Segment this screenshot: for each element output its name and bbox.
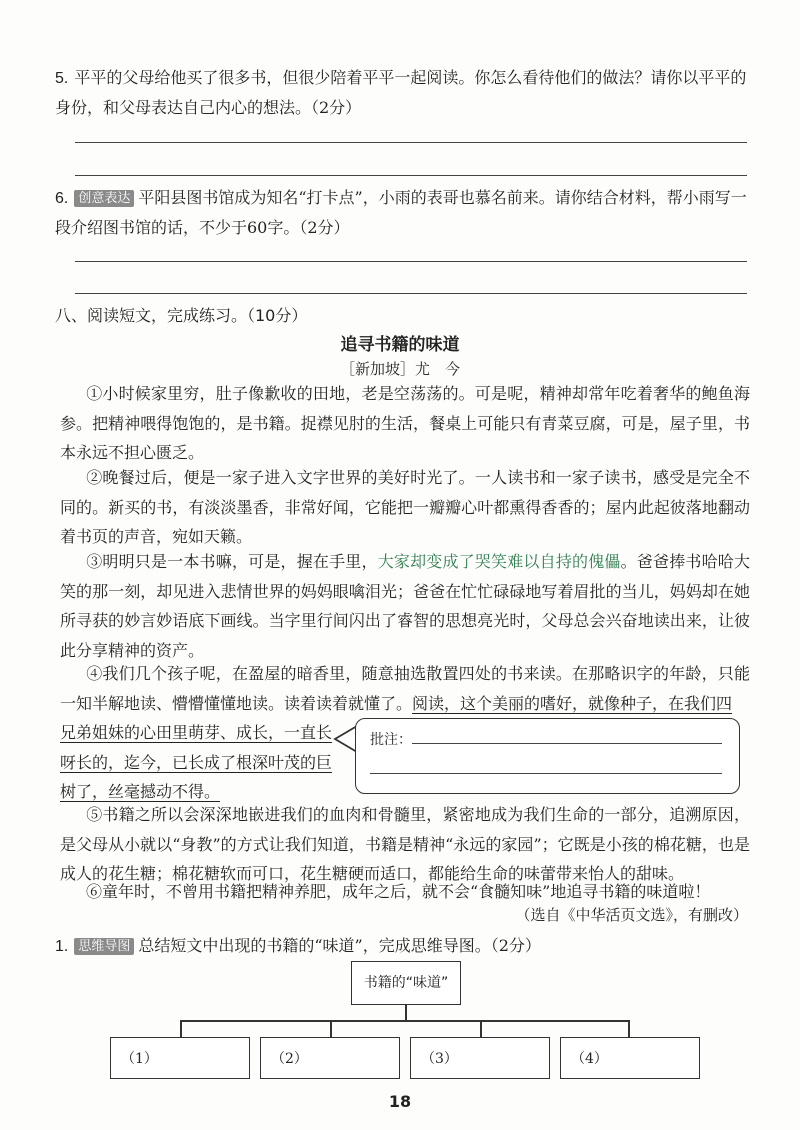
mindmap-box-3[interactable]: （3）	[410, 1037, 550, 1079]
mindmap-connector	[330, 1020, 332, 1037]
question-text: 平平的父母给他买了很多书，但很少陪着平平一起阅读。你怎么看待他们的做法？请你以平平的身份，和父母表达自己内心的想法。（2分）	[55, 68, 747, 117]
paragraph-5: ⑤书籍之所以会深深地嵌进我们的血肉和骨髓里，紧密地成为我们生命的一部分，追溯原因，是父母从小就以“身教”的方式让我们知道，书籍是精神“永远的家园”；它既是小孩的棉花糖，也是成人的花生糖；棉花糖软而可口，花生糖硬而适口，都能给生命的味蕾带来怡人的甜味。	[60, 805, 750, 883]
annotation-bubble	[355, 718, 740, 794]
underlined-sentence: 阅读，这个美丽的嗜好，就像种子，在我们四	[412, 693, 733, 713]
answer-line[interactable]	[75, 293, 747, 294]
question-6	[55, 183, 755, 242]
annotation-label: 批注：	[370, 732, 412, 748]
question-number: 1.	[55, 938, 69, 955]
paragraph-2: ②晚餐过后，便是一家子进入文字世界的美好时光了。一人读书和一家子读书，感受是完全不同的。新买的书，有淡淡墨香，非常好闻，它能把一瓣瓣心叶都熏得香香的；屋内此起彼落地翻动着书页的声音，宛如天籁。	[60, 468, 750, 546]
mind-map-tag: 思维导图	[74, 938, 134, 955]
mindmap-connector	[480, 1020, 482, 1037]
annotated-sentence: 大家却变成了哭笑难以自持的傀儡	[377, 552, 621, 571]
article-author: ［新加坡］尤 今	[339, 360, 460, 378]
article-source: （选自《中华活页文选》，有删改）	[515, 906, 748, 924]
article-title: 追寻书籍的味道	[340, 335, 460, 355]
question-1	[55, 931, 755, 961]
mindmap-connector	[405, 1004, 407, 1020]
section-heading: 八、阅读短文，完成练习。（10分）	[55, 306, 308, 325]
paragraph-6: ⑥童年时，不曾用书籍把精神养肥，成年之后，就不会“食髓知味”地追寻书籍的味道啦！	[86, 882, 711, 901]
question-number: 6.	[55, 190, 69, 207]
mindmap-box-1[interactable]: （1）	[110, 1037, 250, 1079]
annotation-line[interactable]	[412, 743, 722, 744]
answer-line[interactable]	[75, 142, 747, 143]
question-5	[55, 63, 755, 122]
mindmap-root: 书籍的“味道”	[351, 961, 461, 1005]
paragraph-3: ③明明只是一本书嘛，可是，握在手里，大家却变成了哭笑难以自持的傀儡。爸爸捧书哈哈大笑的那一刻，却见进入悲情世界的妈妈眼噙泪光；爸爸在忙忙碌碌地写着眉批的当儿，妈妈却在她所寻获的妙言妙语底下画线。当字里行间闪出了睿智的思想亮光时，父母总会兴奋地读出来，让彼此分享精神的资产。	[60, 552, 750, 660]
question-text: 总结短文中出现的书籍的“味道”，完成思维导图。（2分）	[138, 936, 541, 955]
paragraph-1: ①小时候家里穷，肚子像歉收的田地，老是空荡荡的。可是呢，精神却常年吃着奢华的鲍鱼海参。把精神喂得饱饱的，是书籍。捉襟见肘的生活，餐桌上可能只有青菜豆腐，可是，屋子里，书本永远不担心匮乏。	[60, 384, 750, 462]
annotation-line[interactable]	[370, 773, 722, 774]
question-number: 5.	[55, 70, 69, 87]
mindmap-box-4[interactable]: （4）	[560, 1037, 700, 1079]
creative-expression-tag: 创意表达	[74, 190, 134, 207]
mindmap-connector	[628, 1020, 630, 1037]
page-number: 18	[388, 1092, 412, 1111]
mindmap-connector	[180, 1020, 628, 1022]
answer-line[interactable]	[75, 175, 747, 176]
question-text: 平阳县图书馆成为知名“打卡点”，小雨的表哥也慕名前来。请你结合材料，帮小雨写一段介绍图书馆的话，不少于60字。（2分）	[55, 188, 747, 237]
underlined-sentence-continued: 兄弟姐妹的心田里萌芽、成长，一直长呀长的，迄今，已长成了根深叶茂的巨树了，丝毫撼动不得。	[60, 723, 333, 801]
mindmap-box-2[interactable]: （2）	[260, 1037, 400, 1079]
paragraph-4: ④我们几个孩子呢，在盈屋的暗香里，随意抽选散置四处的书来读。在那略识字的年龄，只能一知半解地读、懵懵懂懂地读。读着读着就懂了。阅读，这个美丽的嗜好，就像种子，在我们四	[60, 664, 750, 713]
mindmap-connector	[180, 1020, 182, 1037]
answer-line[interactable]	[75, 261, 747, 262]
